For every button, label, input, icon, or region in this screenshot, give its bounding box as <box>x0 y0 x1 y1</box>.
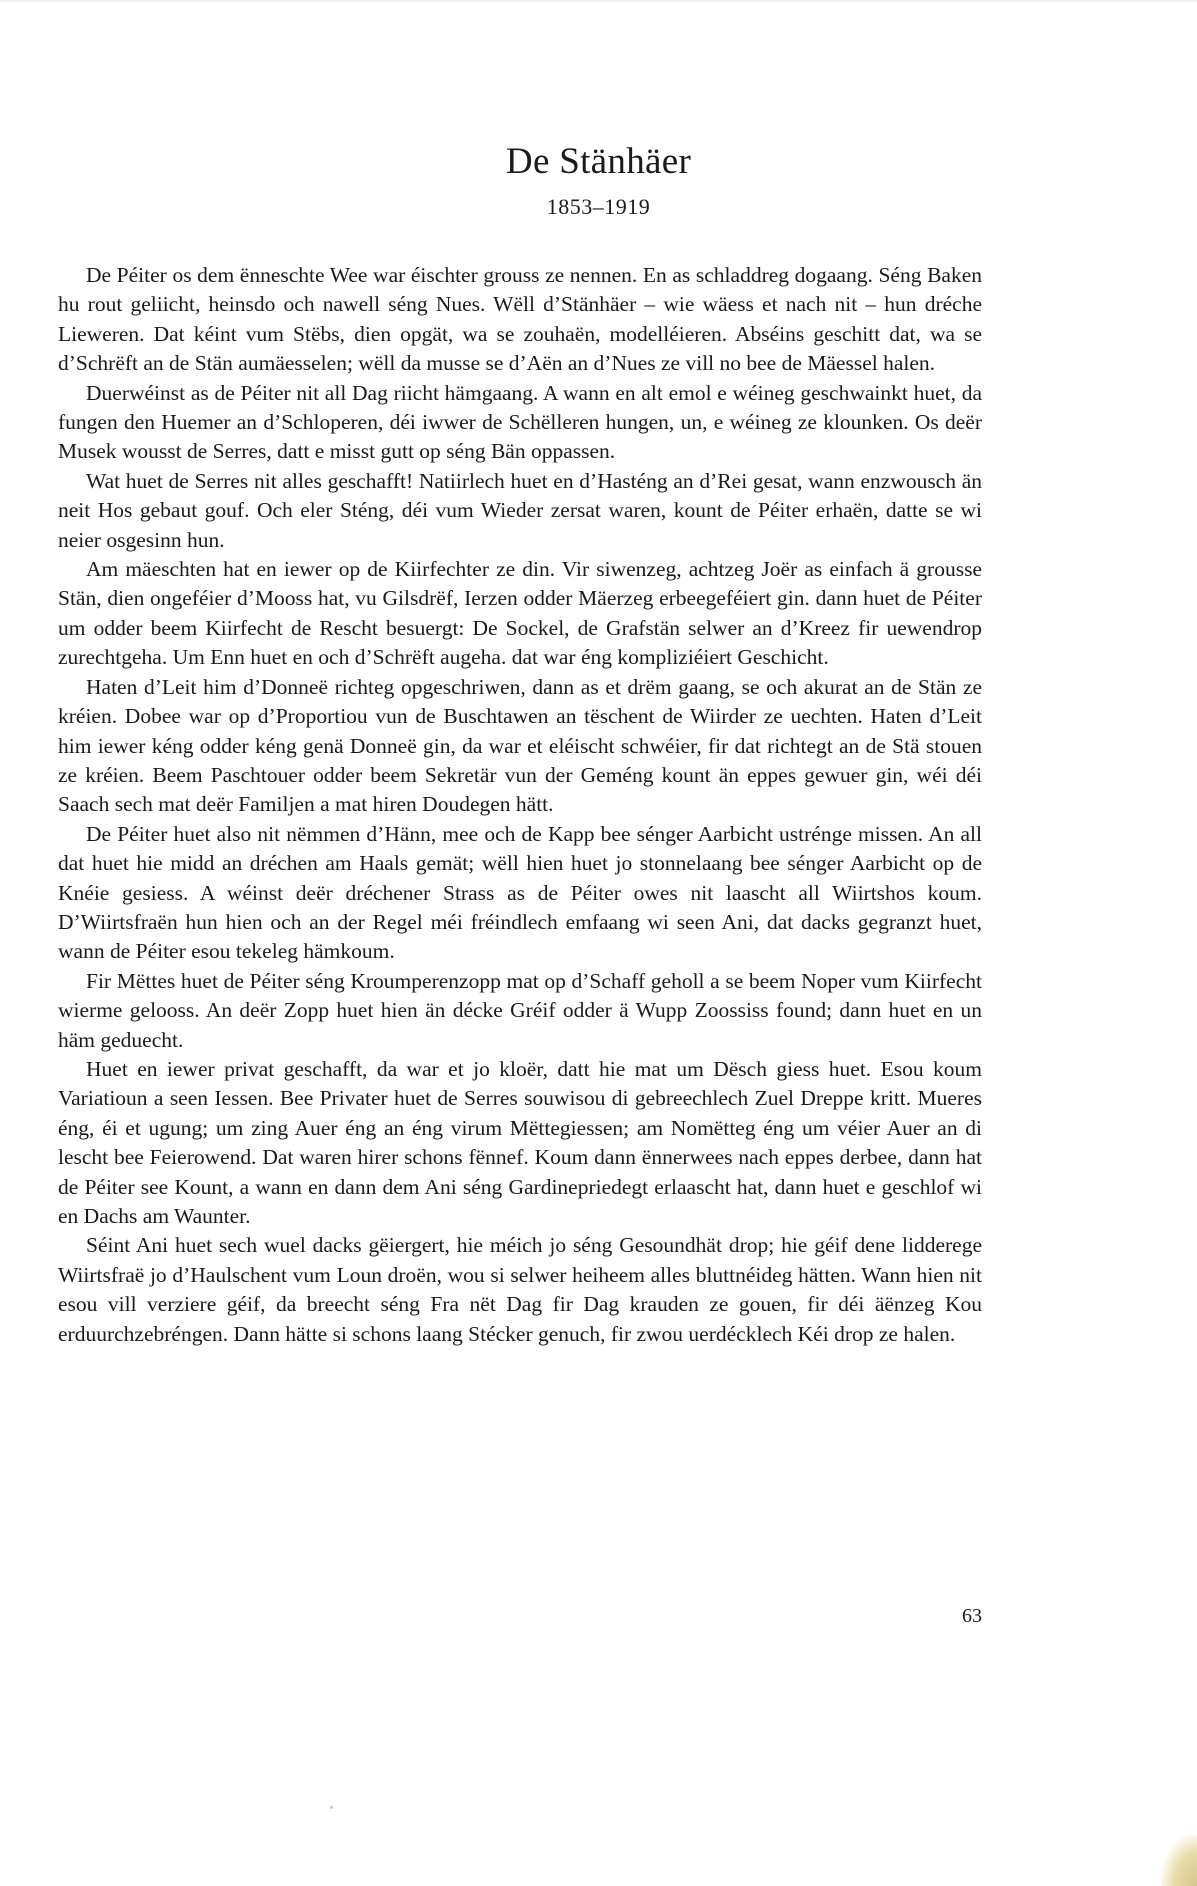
page-number: 63 <box>962 1605 982 1627</box>
paragraph: De Péiter huet also nit nëmmen d’Hänn, mee och de Kapp bee sénger Aarbicht ustrénge missen. An all dat huet hie midd an dréchen am Haals gemät; wëll hien huet jo stonnelaang bee sénger Aarbicht op de Knéie gesiess. A wéinst deër dréchener Strass as de Péiter owes nit laascht all Wiirtshos koum. D’Wiirtsfraën hun hien och an der Regel méi fréindlech emfaang wi seen Ani, dat dacks gegranzt huet, wann de Péiter esou tekeleg hämkoum. <box>58 821 982 964</box>
paragraph: Wat huet de Serres nit alles geschafft! Natiirlech huet en d’Hasténg an d’Rei gesat, wann enzwousch än neit Hos gebaut gouf. Och eler Sténg, déi vum Wieder zersat waren, kount de Péiter erhaën, datte se wi neier osgesinn hun. <box>58 468 982 552</box>
chapter-title: De Stänhäer <box>505 141 692 182</box>
paragraph: Séint Ani huet sech wuel dacks gëiergert, hie méich jo séng Gesoundhät drop; hie géif dene lidderege Wiirtsfraë jo d’Haulschent vum Loun droën, wou si selwer heiheem alles bluttnéideg hätten. Wann hien nit esou vill verziere géif, da breecht séng Fra nët Dag fir Dag krauden ze gouen, fir déi äënzeg Kou erduurchzebréngen. Dann hätte si schons laang Stécker genuch, fir zwou uerdécklech Kéi drop ze halen. <box>58 1233 982 1346</box>
paragraph: Duerwéinst as de Péiter nit all Dag riicht hämgaang. A wann en alt emol e wéineg geschwainkt huet, da fungen den Huemer an d’Schloperen, déi iwwer de Schëlleren hungen, un, e wéineg ze klounken. Os deër Musek wousst de Serres, datt e misst gutt op séng Bän oppassen. <box>58 380 982 464</box>
body-text <box>58 261 982 1349</box>
page-corner-stain <box>1161 1834 1197 1886</box>
scan-speck <box>330 1806 333 1809</box>
paragraph: Haten d’Leit him d’Donneë richteg opgeschriwen, dann as et drëm gaang, se och akurat an de Stän ze kréien. Dobee war op d’Proportiou vun de Buschtawen an tëschent de Wiirder ze uechten. Haten d’Leit him iewer kéng odder kéng genä Donneë gin, da war et eléischt schwéier, fir dat richtegt an de Stä stouen ze kréien. Beem Paschtouer odder beem Sekretär vun der Geméng kount än eppes gewuer gin, wéi déi Saach sech mat deër Familjen a mat hiren Doudegen hätt. <box>58 674 982 817</box>
page-top-edge <box>0 0 1197 2</box>
paragraph: Huet en iewer privat geschafft, da war et jo kloër, datt hie mat um Dësch giess huet. Esou koum Variatioun a seen Iessen. Bee Privater huet de Serres souwisou di gebreechlech Zuel Dreppe kritt. Mueres éng, éi et ugung; um zing Auer éng an éng virum Mëttegiessen; am Nomëtteg éng um véier Auer an di lescht bee Feierowend. Dat waren hirer schons fënnef. Koum dann ënnerwees nach eppes derbee, dann hat de Péiter see Kount, a wann en dann dem Ani séng Gardinepriedegt erlaascht hat, dann huet e geschlof wi en Dachs am Waunter. <box>58 1056 982 1228</box>
chapter-years: 1853–1919 <box>546 194 651 219</box>
paragraph: Fir Mëttes huet de Péiter séng Kroumperenzopp mat op d’Schaff geholl a se beem Noper vum Kiirfecht wierme gelooss. An deër Zopp huet hien än décke Gréif odder ä Wupp Zoossiss found; dann huet en un häm geduecht. <box>58 968 982 1052</box>
paragraph: De Péiter os dem ënneschte Wee war éischter grouss ze nennen. En as schladdreg dogaang. Séng Baken hu rout geliicht, heinsdo och nawell séng Nues. Wëll d’Stänhäer – wie wäess et nach nit – hun dréche Lieweren. Dat kéint vum Stëbs, dien opgät, wa se zouhaën, modelléieren. Abséins geschitt dat, wa se d’Schrëft an de Stän aumäesselen; wëll da musse se d’Aën an d’Nues ze vill no bee de Mäessel halen. <box>58 263 982 376</box>
paragraph: Am mäeschten hat en iewer op de Kiirfechter ze din. Vir siwenzeg, achtzeg Joër as einfach ä grousse Stän, dien ongeféier d’Mooss hat, vu Gilsdrëf, Ierzen odder Mäerzeg erbeegeféiert gin. dann huet de Péiter um odder beem Kiirfecht de Rescht besuergt: De Sockel, de Grafstän selwer an d’Kreez fir uewendrop zurechtgeha. Um Enn huet en och d’Schrëft augeha. dat war éng kompliziéiert Geschicht. <box>58 557 982 670</box>
chapter-header <box>0 140 1197 221</box>
